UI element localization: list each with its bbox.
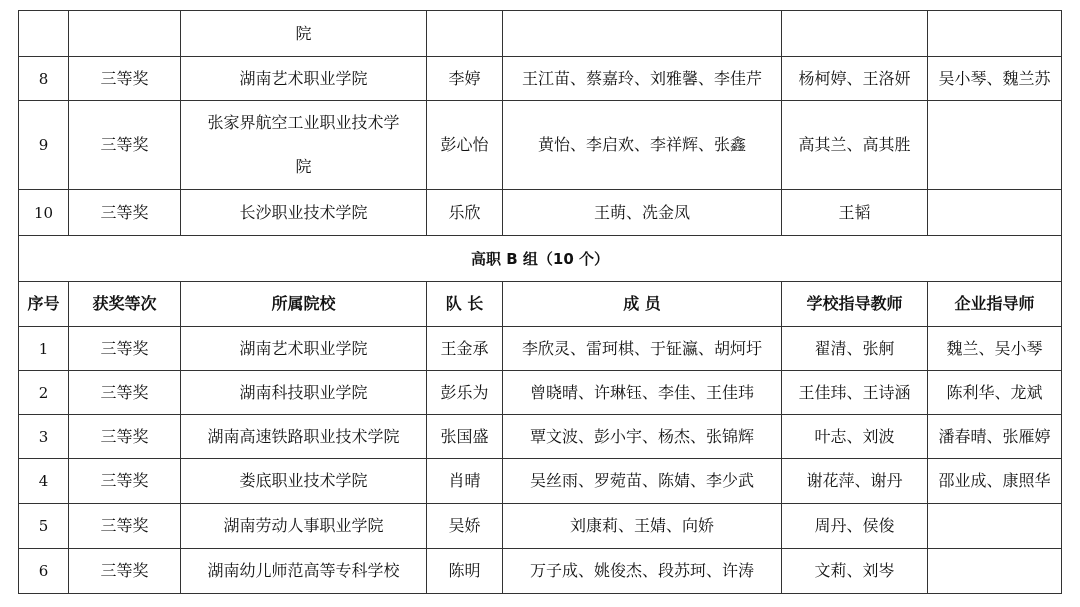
leader-cell xyxy=(427,11,503,57)
table-row xyxy=(19,327,1062,371)
leader-cell: 彭乐为 xyxy=(427,371,503,415)
header-row xyxy=(19,282,1062,327)
table-row xyxy=(19,549,1062,594)
company-mentors-cell xyxy=(928,101,1062,190)
members-cell: 吴丝雨、罗菀苗、陈婧、李少武 xyxy=(503,459,782,504)
award-cell: 三等奖 xyxy=(69,549,181,594)
table-row xyxy=(19,11,1062,57)
row-number-cell xyxy=(19,11,69,57)
table-row xyxy=(19,459,1062,504)
header-company-mentors: 企业指导师 xyxy=(928,282,1062,327)
table-row xyxy=(19,57,1062,101)
award-cell: 三等奖 xyxy=(69,371,181,415)
school-cell: 湖南高速铁路职业技术学院 xyxy=(181,415,427,459)
award-cell: 三等奖 xyxy=(69,57,181,101)
school-cell: 湖南科技职业学院 xyxy=(181,371,427,415)
table-row xyxy=(19,101,1062,190)
leader-cell: 李婷 xyxy=(427,57,503,101)
school-cell: 院 xyxy=(181,11,427,57)
school-cell: 长沙职业技术学院 xyxy=(181,190,427,236)
company-mentors-cell: 陈利华、龙斌 xyxy=(928,371,1062,415)
header-award: 获奖等次 xyxy=(69,282,181,327)
members-cell: 万子成、姚俊杰、段苏珂、许涛 xyxy=(503,549,782,594)
school-cell: 湖南艺术职业学院 xyxy=(181,57,427,101)
table-row xyxy=(19,504,1062,549)
school-teachers-cell: 谢花萍、谢丹 xyxy=(782,459,928,504)
members-cell: 李欣灵、雷珂棋、于钲瀛、胡炣圩 xyxy=(503,327,782,371)
row-number-cell: 5 xyxy=(19,504,69,549)
school-cell xyxy=(181,101,427,190)
members-cell: 覃文波、彭小宇、杨杰、张锦辉 xyxy=(503,415,782,459)
school-cell: 湖南劳动人事职业学院 xyxy=(181,504,427,549)
award-cell: 三等奖 xyxy=(69,190,181,236)
row-number-cell: 6 xyxy=(19,549,69,594)
company-mentors-cell xyxy=(928,190,1062,236)
row-number-cell: 3 xyxy=(19,415,69,459)
award-cell: 三等奖 xyxy=(69,459,181,504)
row-number-cell: 4 xyxy=(19,459,69,504)
row-number-cell: 2 xyxy=(19,371,69,415)
group-title: 高职 B 组（10 个） xyxy=(19,236,1062,282)
members-cell xyxy=(503,11,782,57)
school-teachers-cell: 高其兰、高其胜 xyxy=(782,101,928,190)
members-cell: 刘康莉、王婧、向娇 xyxy=(503,504,782,549)
leader-cell: 王金承 xyxy=(427,327,503,371)
school-cell: 湖南幼儿师范高等专科学校 xyxy=(181,549,427,594)
row-number-cell: 10 xyxy=(19,190,69,236)
school-cell: 娄底职业技术学院 xyxy=(181,459,427,504)
header-leader: 队 长 xyxy=(427,282,503,327)
school-teachers-cell: 叶志、刘波 xyxy=(782,415,928,459)
header-school-teachers: 学校指导教师 xyxy=(782,282,928,327)
school-teachers-cell: 杨柯婷、王洛妍 xyxy=(782,57,928,101)
school-teachers-cell: 王佳玮、王诗涵 xyxy=(782,371,928,415)
company-mentors-cell xyxy=(928,549,1062,594)
row-number-cell: 9 xyxy=(19,101,69,190)
award-cell: 三等奖 xyxy=(69,101,181,190)
award-cell: 三等奖 xyxy=(69,504,181,549)
header-members: 成 员 xyxy=(503,282,782,327)
school-line-1: 张家界航空工业职业技术学 xyxy=(207,113,400,132)
row-number-cell: 8 xyxy=(19,57,69,101)
company-mentors-cell: 吴小琴、魏兰苏 xyxy=(928,57,1062,101)
header-school: 所属院校 xyxy=(181,282,427,327)
award-cell xyxy=(69,11,181,57)
company-mentors-cell: 潘春晴、张雁婷 xyxy=(928,415,1062,459)
leader-cell: 陈明 xyxy=(427,549,503,594)
school-line-2: 院 xyxy=(295,157,312,176)
school-teachers-cell: 文莉、刘岑 xyxy=(782,549,928,594)
leader-cell: 吴娇 xyxy=(427,504,503,549)
school-teachers-cell xyxy=(782,11,928,57)
members-cell: 曾晓晴、许琳钰、李佳、王佳玮 xyxy=(503,371,782,415)
school-teachers-cell: 王韬 xyxy=(782,190,928,236)
table-row xyxy=(19,371,1062,415)
award-cell: 三等奖 xyxy=(69,415,181,459)
leader-cell: 肖晴 xyxy=(427,459,503,504)
table-row xyxy=(19,190,1062,236)
company-mentors-cell xyxy=(928,11,1062,57)
leader-cell: 乐欣 xyxy=(427,190,503,236)
leader-cell: 彭心怡 xyxy=(427,101,503,190)
company-mentors-cell xyxy=(928,504,1062,549)
header-number: 序号 xyxy=(19,282,69,327)
members-cell: 黄怡、李启欢、李祥辉、张鑫 xyxy=(503,101,782,190)
table-row xyxy=(19,415,1062,459)
members-cell: 王萌、冼金凤 xyxy=(503,190,782,236)
leader-cell: 张国盛 xyxy=(427,415,503,459)
members-cell: 王江苗、蔡嘉玲、刘雅馨、李佳芹 xyxy=(503,57,782,101)
school-teachers-cell: 翟清、张舸 xyxy=(782,327,928,371)
awards-table xyxy=(18,10,1062,594)
company-mentors-cell: 魏兰、吴小琴 xyxy=(928,327,1062,371)
company-mentors-cell: 邵业成、康照华 xyxy=(928,459,1062,504)
award-cell: 三等奖 xyxy=(69,327,181,371)
group-title-row xyxy=(19,236,1062,282)
row-number-cell: 1 xyxy=(19,327,69,371)
school-teachers-cell: 周丹、侯俊 xyxy=(782,504,928,549)
school-cell: 湖南艺术职业学院 xyxy=(181,327,427,371)
